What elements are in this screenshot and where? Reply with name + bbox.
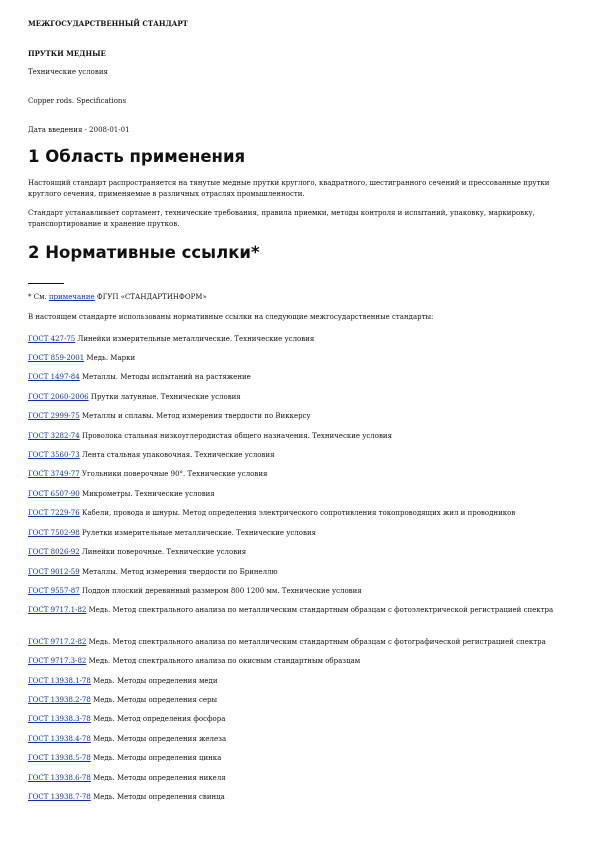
reference-item xyxy=(28,528,573,539)
reference-code-link[interactable]: ГОСТ 13938.2-78 xyxy=(28,696,91,704)
reference-code-link[interactable]: ГОСТ 9557-87 xyxy=(28,587,80,595)
reference-item xyxy=(28,676,573,687)
reference-code-link[interactable]: ГОСТ 2999-75 xyxy=(28,412,80,420)
document-title: ПРУТКИ МЕДНЫЕ xyxy=(28,49,106,58)
document-subtitle: Технические условия xyxy=(28,68,108,76)
reference-code-link[interactable]: ГОСТ 13938.3-78 xyxy=(28,715,91,723)
reference-title: Угольники поверочные 90°. Технические условия xyxy=(79,470,268,478)
section-2-heading: 2 Нормативные ссылки* xyxy=(28,243,260,262)
section-1-heading: 1 Область применения xyxy=(28,147,246,166)
reference-title: Медь. Метод спектрального анализа по металлическим стандартным образцам с фотоэлектрической регистрацией спектра xyxy=(86,606,554,614)
footnote-suffix: ФГУП «СТАНДАРТИНФОРМ» xyxy=(94,293,207,301)
reference-code-link[interactable]: ГОСТ 9717.1-82 xyxy=(28,606,87,614)
reference-title: Медь. Методы определения цинка xyxy=(90,754,222,762)
reference-title: Линейки поверочные. Технические условия xyxy=(79,548,247,556)
reference-item xyxy=(28,773,573,784)
reference-item xyxy=(28,431,573,442)
reference-title: Медь. Марки xyxy=(84,354,136,362)
reference-title: Медь. Методы определения никеля xyxy=(90,774,226,782)
section-1-paragraph-1: Настоящий стандарт распространяется на тянутые медные прутки круглого, квадратного, шестигранного сечений и прессованные прутки круглого сечения, применяемые в различных отраслях промышленности. xyxy=(28,179,550,198)
reference-code-link[interactable]: ГОСТ 13938.7-78 xyxy=(28,793,91,801)
reference-item xyxy=(28,547,573,558)
reference-title: Металлы. Метод измерения твердости по Бринеллю xyxy=(79,568,278,576)
reference-code-link[interactable]: ГОСТ 13938.4-78 xyxy=(28,735,91,743)
reference-code-link[interactable]: ГОСТ 13938.6-78 xyxy=(28,774,91,782)
reference-code-link[interactable]: ГОСТ 8026-92 xyxy=(28,548,80,556)
reference-title: Кабели, провода и шнуры. Метод определения электрического сопротивления токопроводящих жил и проводников xyxy=(79,509,516,517)
reference-item xyxy=(28,489,573,500)
reference-item xyxy=(28,586,573,597)
reference-title: Медь. Метод спектрального анализа по окисным стандартным образцам xyxy=(86,657,361,665)
reference-item xyxy=(28,637,573,648)
reference-code-link[interactable]: ГОСТ 859-2001 xyxy=(28,354,85,362)
reference-item xyxy=(28,605,573,616)
footnote-divider xyxy=(28,283,64,284)
reference-code-link[interactable]: ГОСТ 9717.2-82 xyxy=(28,638,87,646)
reference-title: Прутки латунные. Технические условия xyxy=(88,393,241,401)
reference-code-link[interactable]: ГОСТ 7502-98 xyxy=(28,529,80,537)
reference-title: Рулетки измерительные металлические. Технические условия xyxy=(79,529,317,537)
reference-code-link[interactable]: ГОСТ 9717.3-82 xyxy=(28,657,87,665)
reference-title: Медь. Методы определения серы xyxy=(90,696,218,704)
reference-title: Лента стальная упаковочная. Технические условия xyxy=(79,451,275,459)
references-intro: В настоящем стандарте использованы нормативные ссылки на следующие межгосударственные стандарты: xyxy=(28,313,434,321)
reference-item xyxy=(28,792,573,803)
section-1-paragraph-2: Стандарт устанавливает сортамент, технические требования, правила приемки, методы контроля и испытаний, упаковку, маркировку, транспортирование и хранение прутков. xyxy=(28,209,535,228)
reference-item xyxy=(28,353,573,364)
reference-item xyxy=(28,734,573,745)
reference-title: Поддон плоский деревянный размером 800 1200 мм. Технические условия xyxy=(79,587,362,595)
reference-title: Линейки измерительные металлические. Технические условия xyxy=(75,335,315,343)
reference-item xyxy=(28,334,573,345)
reference-item xyxy=(28,753,573,764)
reference-title: Проволока стальная низкоуглеродистая общего назначения. Технические условия xyxy=(79,432,392,440)
reference-item xyxy=(28,656,573,667)
standard-type: МЕЖГОСУДАРСТВЕННЫЙ СТАНДАРТ xyxy=(28,19,188,28)
reference-code-link[interactable]: ГОСТ 6507-90 xyxy=(28,490,80,498)
reference-code-link[interactable]: ГОСТ 3282-74 xyxy=(28,432,80,440)
reference-code-link[interactable]: ГОСТ 13938.1-78 xyxy=(28,677,91,685)
reference-title: Металлы. Методы испытаний на растяжение xyxy=(79,373,251,381)
reference-code-link[interactable]: ГОСТ 427-75 xyxy=(28,335,76,343)
reference-item xyxy=(28,450,573,461)
reference-title: Микрометры. Технические условия xyxy=(79,490,215,498)
reference-item xyxy=(28,469,573,480)
reference-code-link[interactable]: ГОСТ 9012-59 xyxy=(28,568,80,576)
reference-code-link[interactable]: ГОСТ 7229-76 xyxy=(28,509,80,517)
reference-title: Медь. Методы определения свинца xyxy=(90,793,225,801)
reference-item xyxy=(28,508,573,519)
reference-item xyxy=(28,392,573,403)
reference-item xyxy=(28,372,573,383)
introduction-date: Дата введения - 2008-01-01 xyxy=(28,126,130,134)
reference-title: Металлы и сплавы. Метод измерения твердости по Виккерсу xyxy=(79,412,311,420)
footnote-prefix: * См. xyxy=(28,293,49,301)
reference-item xyxy=(28,695,573,706)
reference-code-link[interactable]: ГОСТ 3749-77 xyxy=(28,470,80,478)
reference-title: Медь. Метод спектрального анализа по металлическим стандартным образцам с фотографической регистрацией спектра xyxy=(86,638,546,646)
reference-item xyxy=(28,714,573,725)
reference-item xyxy=(28,567,573,578)
reference-title: Медь. Метод определения фосфора xyxy=(90,715,226,723)
reference-item xyxy=(28,411,573,422)
reference-code-link[interactable]: ГОСТ 1497-84 xyxy=(28,373,80,381)
reference-title: Медь. Методы определения железа xyxy=(90,735,227,743)
reference-title: Медь. Методы определения меди xyxy=(90,677,218,685)
footnote-note-link[interactable]: примечание xyxy=(48,293,95,301)
document-title-english: Copper rods. Specifications xyxy=(28,97,127,105)
reference-code-link[interactable]: ГОСТ 3560-73 xyxy=(28,451,80,459)
reference-code-link[interactable]: ГОСТ 2060-2006 xyxy=(28,393,89,401)
reference-code-link[interactable]: ГОСТ 13938.5-78 xyxy=(28,754,91,762)
footnote xyxy=(28,292,573,303)
